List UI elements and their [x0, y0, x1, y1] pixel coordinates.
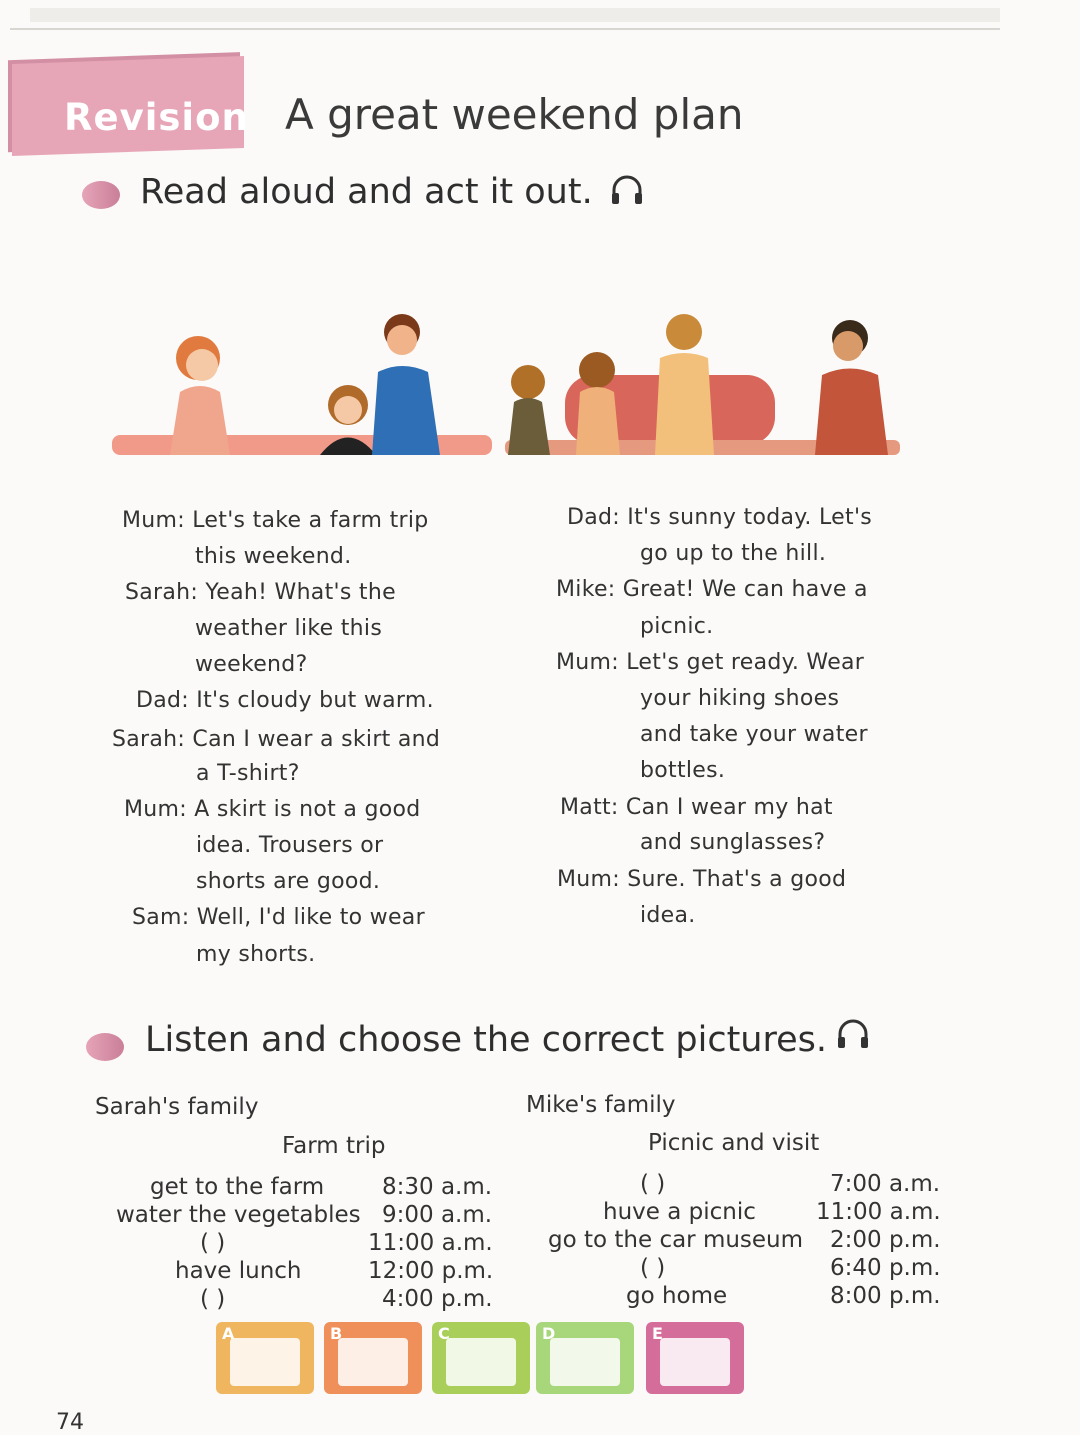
schedule-activity: huve a picnic — [603, 1199, 756, 1225]
dialogue-line: idea. Trousers or — [196, 833, 384, 858]
task1-bullet — [82, 181, 120, 209]
picture-illustration — [550, 1338, 620, 1386]
dialogue-line: Sarah: Yeah! What's the — [125, 580, 396, 605]
dialogue-line: Matt: Can I wear my hat — [560, 795, 833, 820]
picture-option-c[interactable] — [432, 1322, 530, 1394]
task2-bullet — [86, 1033, 124, 1061]
task2-heading: Listen and choose the correct pictures. — [145, 1020, 827, 1060]
picture-option-b[interactable] — [324, 1322, 422, 1394]
sarah-family-label: Sarah's family — [95, 1094, 259, 1120]
headphone-icon — [610, 174, 644, 206]
schedule-time: 9:00 a.m. — [382, 1202, 493, 1228]
dialogue-line: Mike: Great! We can have a — [556, 577, 868, 602]
headphone-icon — [836, 1018, 870, 1050]
schedule-time: 4:00 p.m. — [382, 1286, 493, 1312]
schedule-activity: have lunch — [175, 1258, 302, 1284]
unit-title: A great weekend plan — [285, 90, 744, 139]
picture-option-d[interactable] — [536, 1322, 634, 1394]
schedule-time: 2:00 p.m. — [830, 1227, 941, 1253]
schedule-time: 7:00 a.m. — [830, 1171, 941, 1197]
schedule-activity: get to the farm — [150, 1174, 325, 1200]
dialogue-line: and sunglasses? — [640, 830, 826, 855]
schedule-time: 6:40 p.m. — [830, 1255, 941, 1281]
dialogue-line: weather like this — [195, 616, 383, 641]
schedule-activity: go to the car museum — [548, 1227, 804, 1253]
schedule-activity: go home — [626, 1283, 728, 1309]
dialogue-line: go up to the hill. — [640, 541, 827, 566]
dialogue-line: Mum: Let's get ready. Wear — [556, 650, 865, 675]
dialogue-line: Sam: Well, I'd like to wear — [132, 905, 425, 930]
dialogue-line: Mum: A skirt is not a good — [124, 797, 421, 822]
picture-option-a[interactable] — [216, 1322, 314, 1394]
picture-illustration — [230, 1338, 300, 1386]
schedule-time: 12:00 p.m. — [368, 1258, 494, 1284]
schedule-activity[interactable]: ( ) — [640, 1171, 666, 1197]
dialogue-line: a T-shirt? — [196, 761, 300, 786]
dialogue-line: weekend? — [195, 652, 308, 677]
dialogue-line: Sarah: Can I wear a skirt and — [112, 727, 441, 752]
dialogue-line: and take your water — [640, 722, 868, 747]
dialogue-line: your hiking shoes — [640, 686, 840, 711]
mike-family-label: Mike's family — [526, 1092, 676, 1118]
picture-letter: C — [438, 1324, 450, 1343]
sarah-trip-title: Farm trip — [282, 1133, 386, 1159]
picture-illustration — [446, 1338, 516, 1386]
picture-letter: D — [542, 1324, 556, 1343]
schedule-activity[interactable]: ( ) — [200, 1286, 226, 1312]
picture-illustration — [660, 1338, 730, 1386]
schedule-activity: water the vegetables — [116, 1202, 361, 1228]
picture-illustration — [338, 1338, 408, 1386]
dialogue-line: Mum: Sure. That's a good — [557, 867, 847, 892]
dialogue-line: picnic. — [640, 614, 714, 639]
dialogue-line: my shorts. — [196, 942, 316, 967]
task1-heading: Read aloud and act it out. — [140, 172, 593, 212]
schedule-activity[interactable]: ( ) — [640, 1255, 666, 1281]
picture-option-e[interactable] — [646, 1322, 744, 1394]
picture-letter: B — [330, 1324, 343, 1343]
dialogue-line: bottles. — [640, 758, 726, 783]
dialogue-line: Dad: It's cloudy but warm. — [136, 688, 434, 713]
picture-letter: A — [222, 1324, 235, 1343]
family-illustration — [110, 310, 900, 460]
picture-letter: E — [652, 1324, 663, 1343]
top-band — [30, 8, 1000, 22]
page-number: 74 — [56, 1410, 84, 1435]
schedule-time: 11:00 a.m. — [368, 1230, 493, 1256]
top-rule — [10, 28, 1000, 30]
dialogue-line: shorts are good. — [196, 869, 381, 894]
schedule-time: 11:00 a.m. — [816, 1199, 941, 1225]
dialogue-line: Dad: It's sunny today. Let's — [567, 505, 873, 530]
mike-trip-title: Picnic and visit — [648, 1130, 820, 1156]
schedule-time: 8:30 a.m. — [382, 1174, 493, 1200]
dialogue-line: idea. — [640, 903, 696, 928]
dialogue-line: Mum: Let's take a farm trip — [122, 508, 429, 533]
schedule-activity[interactable]: ( ) — [200, 1230, 226, 1256]
banner-label: Revision — [64, 96, 249, 139]
dialogue-line: this weekend. — [195, 544, 352, 569]
schedule-time: 8:00 p.m. — [830, 1283, 941, 1309]
